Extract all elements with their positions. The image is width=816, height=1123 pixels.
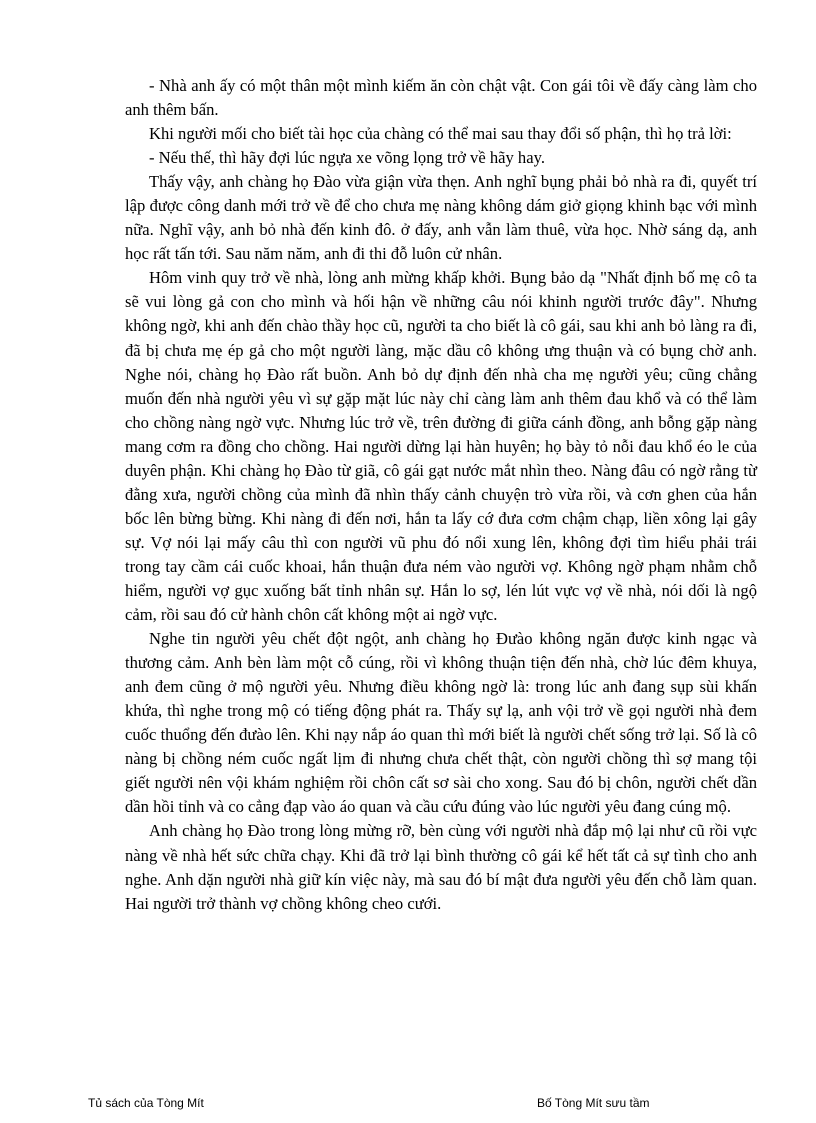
footer-right-text: Bố Tòng Mít sưu tầm — [537, 1096, 650, 1110]
footer-left-text: Tủ sách của Tòng Mít — [88, 1096, 204, 1110]
paragraph: Nghe tin người yêu chết đột ngột, anh chàng họ Đưào không ngăn được kinh ngạc và thương cảm. Anh bèn làm một cỗ cúng, rồi vì không thuận tiện đến nhà, chờ lúc đêm khuya, anh đem cũng ở mộ người yêu. Nhưng điều không ngờ là: trong lúc anh đang sụp sùi khấn khứa, thì nghe trong mộ có tiếng động phát ra. Thấy sự lạ, anh vội trở về gọi người nhà đem cuốc thuổng đến đưào lên. Khi nạy nắp áo quan thì mới biết là người chết sống trở lại. Số là cô nàng bị chồng ném cuốc ngất lịm đi nhưng chưa chết thật, còn người chồng thì sợ mang tội giết người nên vội khám nghiệm rồi chôn cất sơ sài cho xong. Sau đó bị chôn, người chết dần dần hồi tỉnh và co cẳng đạp vào áo quan và cầu cứu đúng vào lúc người yêu đang cúng mộ. — [125, 629, 757, 817]
page-body — [125, 74, 757, 916]
paragraph: Khi người mối cho biết tài học của chàng có thể mai sau thay đổi số phận, thì họ trả lời: — [149, 124, 732, 144]
paragraph: - Nhà anh ấy có một thân một mình kiếm ăn còn chật vật. Con gái tôi về đấy càng làm cho anh thêm bấn. — [125, 76, 757, 120]
paragraph: Anh chàng họ Đào trong lòng mừng rỡ, bèn cùng với người nhà đắp mộ lại như cũ rồi vực nàng về nhà hết sức chữa chạy. Khi đã trở lại bình thường cô gái kể hết tất cả sự tình cho anh nghe. Anh dặn người nhà giữ kín việc này, mà sau đó bí mật đưa người yêu đến chỗ làm quan. Hai người trở thành vợ chồng không cheo cưới. — [125, 821, 757, 913]
paragraph: Thấy vậy, anh chàng họ Đào vừa giận vừa thẹn. Anh nghĩ bụng phải bỏ nhà ra đi, quyết trí lập được công danh mới trở về để cho chưa mẹ nàng không dám giở giọng khinh bạc với mình nữa. Nghĩ vậy, anh bỏ nhà đến kinh đô. ở đấy, anh vẫn làm thuê, vừa học. Nhờ sáng dạ, anh học rất tấn tới. Sau năm năm, anh đi thi đỗ luôn cử nhân. — [125, 172, 757, 264]
paragraph: - Nếu thế, thì hãy đợi lúc ngựa xe võng lọng trở về hãy hay. — [149, 148, 545, 168]
paragraph: Hôm vinh quy trở về nhà, lòng anh mừng khấp khởi. Bụng bảo dạ "Nhất định bố mẹ cô ta sẽ vui lòng gả con cho mình và hối hận về những câu nói khinh người trước đây". Nhưng không ngờ, khi anh đến chào thầy học cũ, người ta cho biết là cô gái, sau khi anh bỏ làng ra đi, đã bị chưa mẹ ép gả cho một người làng, mặc dầu cô không ưng thuận và có bụng chờ anh. Nghe nói, chàng họ Đào rất buồn. Anh bỏ dự định đến nhà cha mẹ người yêu; cũng chẳng muốn đến nhà người yêu vì sự gặp mặt lúc này chỉ càng làm anh thêm đau khổ và có thể làm cho chồng nàng ngờ vực. Nhưng lúc trở về, trên đường đi giữa cánh đồng, anh bỗng gặp nàng mang cơm ra đồng cho chồng. Hai người dừng lại hàn huyên; họ bày tỏ nỗi đau khổ éo le của duyên phận. Khi chàng họ Đào từ giã, cô gái gạt nước mắt nhìn theo. Nàng đâu có ngờ rằng từ đằng xưa, người chồng của mình đã nhìn thấy cảnh chuyện trò vừa rồi, và cơn ghen của hắn bốc lên bừng bừng. Khi nàng đi đến nơi, hắn ta lấy cớ đưa cơm chậm chạp, liền xông lại gây sự. Vợ nói lại mấy câu thì con người vũ phu đó nổi xung lên, không đợi tìm hiểu phải trái trong tay cầm cái cuốc khoai, hắn thuận đưa ném vào người vợ. Không ngờ phạm nhằm chỗ hiểm, người vợ gục xuống bất tỉnh nhân sự. Hắn lo sợ, lén lút vực vợ về nhà, nói dối là ngộ cảm, rồi sau đó cử hành chôn cất không một ai ngờ vực. — [125, 268, 757, 625]
